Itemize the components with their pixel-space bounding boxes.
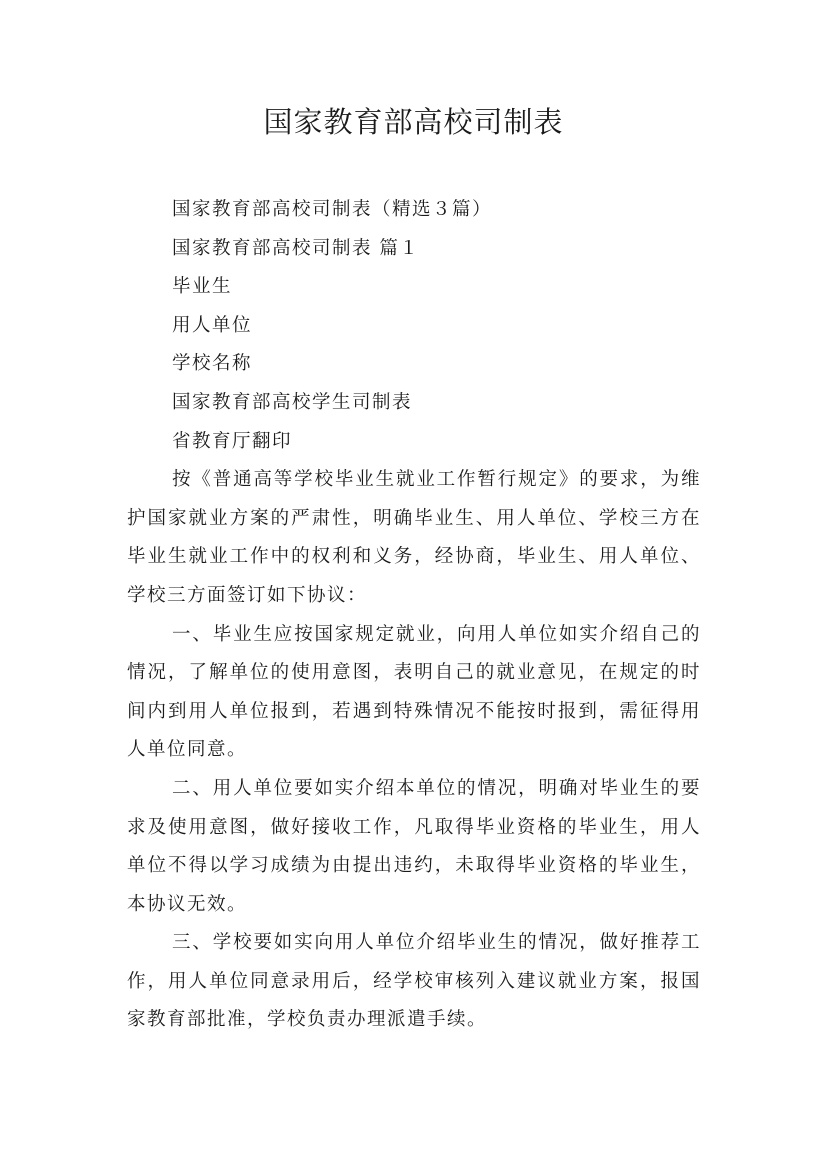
form-label-school: 学校名称 [172, 353, 253, 375]
section-heading: 国家教育部高校司制表 篇１ [172, 237, 420, 259]
clause-one-paragraph: 一、毕业生应按国家规定就业，向用人单位如实介绍自己的情况，了解单位的使用意图，表明自己的就业意见，在规定的时间内到用人单位报到，若遇到特殊情况不能按时报到，需征得用人单位同意。 [127, 623, 701, 761]
intro-paragraph: 按《普通高等学校毕业生就业工作暂行规定》的要求，为维护国家就业方案的严肃性，明确毕业生、用人单位、学校三方在毕业生就业工作中的权利和义务，经协商，毕业生、用人单位、学校三方面签订如下协议： [127, 469, 701, 606]
form-label-employer: 用人单位 [172, 314, 253, 336]
form-label-graduate: 毕业生 [172, 276, 233, 298]
form-issuer: 国家教育部高校学生司制表 [172, 391, 413, 413]
subtitle-line: 国家教育部高校司制表（精选３篇） [172, 199, 493, 220]
clause-three-paragraph: 三、学校要如实向用人单位介绍毕业生的情况，做好推荐工作，用人单位同意录用后，经学校审核列入建议就业方案，报国家教育部批准，学校负责办理派遣手续。 [127, 932, 701, 1031]
form-reprinter: 省教育厅翻印 [172, 430, 293, 452]
clause-two-paragraph: 二、用人单位要如实介绍本单位的情况，明确对毕业生的要求及使用意图，做好接收工作，凡取得毕业资格的毕业生，用人单位不得以学习成绩为由提出违约，未取得毕业资格的毕业生，本协议无效。 [127, 777, 701, 915]
document-body [127, 191, 701, 1040]
document-title: 国家教育部高校司制表 [263, 105, 564, 139]
